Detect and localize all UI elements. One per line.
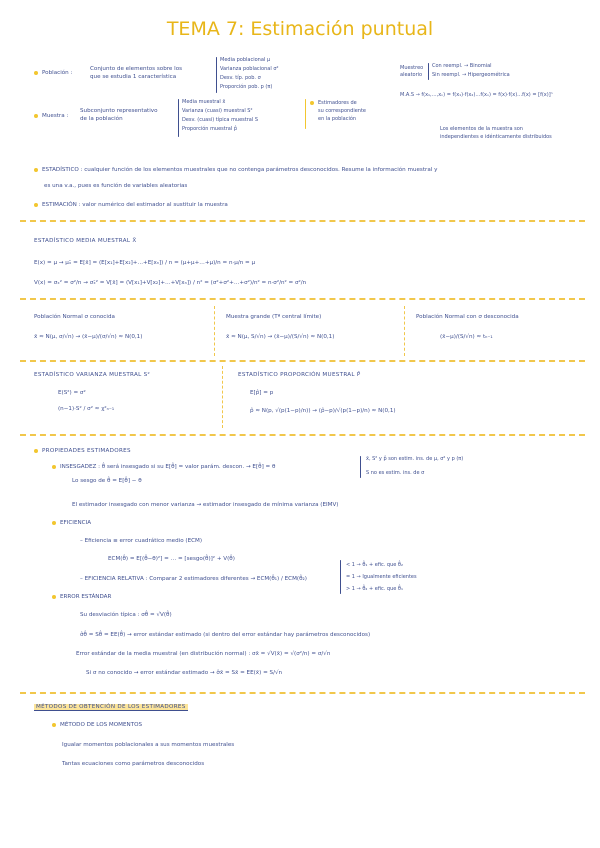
relativa-line: – EFICIENCIA RELATIVA : Comparar 2 estimadores diferentes → ECM(θ̂₁) / ECM(θ̂₂) xyxy=(80,576,307,582)
caso-conocida-formula: x̄ ≈ N(μ, σ/√n) → (x̄−μ)/(σ/√n) ≈ N(0,1) xyxy=(34,334,143,340)
divider xyxy=(214,306,215,356)
muestra-item: Varianza (cuasi) muestral S² xyxy=(182,108,253,114)
error-label: ERROR ESTÁNDAR xyxy=(52,594,111,601)
relativa-brace xyxy=(340,560,341,594)
propiedades-heading: PROPIEDADES ESTIMADORES xyxy=(34,448,131,454)
poblacion-brace xyxy=(216,57,217,93)
relativa-side: = 1 → Igualmente eficientes xyxy=(346,574,417,580)
relativa-side: < 1 → θ̂₁ + efic. que θ̂₂ xyxy=(346,562,403,568)
error-line-2: σ̂θ̂ = Sθ̂ = EE(θ̂) → error estándar estimado (si dentro del error estándar hay parámetros desconocidos) xyxy=(80,632,371,638)
bullet-icon xyxy=(310,101,314,105)
bullet-icon xyxy=(34,449,38,453)
eficiencia-line-2: ECM(θ̂) = E[(θ̂−θ)²] = … = [sesgo(θ̂)]² + V(θ̂) xyxy=(108,556,235,562)
muestreo-nota-2: independientes e idénticamente distribuidos xyxy=(440,134,552,140)
media-v-formula: V(x) = σₓ² = σ²/n → σₓ̄² = V[x̄] = (V[x₁]+V[x₂]+…+V[xₙ]) / n² = (σ²+σ²+…+σ²)/n² = n·σ²/n² = σ²/n xyxy=(34,280,307,286)
caso-grande-title: Muestra grande (Tª central límite) xyxy=(226,314,322,320)
metodos-heading: MÉTODOS DE OBTENCIÓN DE LOS ESTIMADORES xyxy=(36,704,186,710)
insesgadez-line-3: El estimador insesgado con menor varianza → estimador insesgado de mínima varianza (EIMV) xyxy=(72,502,339,508)
insesgadez-line-1: INSESGADEZ : θ̂ será insesgado si su E[θ̂] = valor parám. descon. → E[θ̂] = θ xyxy=(52,464,275,471)
varianza-f2: (n−1)·S² / σ² ≈ χ²ₙ₋₁ xyxy=(58,406,115,412)
varianza-heading: ESTADÍSTICO VARIANZA MUESTRAL S² xyxy=(34,372,151,378)
muestra-brace xyxy=(178,99,179,137)
estimadores-brace xyxy=(305,99,306,129)
media-e-formula: E(x) = μ → μₓ̄ = E[x̄] = (E[x₁]+E[x₂]+…+E[xₙ]) / n = (μ+μ+…+μ)/n = n·μ/n = μ xyxy=(34,260,256,266)
muestreo-mas: M.A.S → f(x₁,…,xₙ) = f(x₁)·f(x₂)…f(xₙ) = f(x)·f(x)…f(x) = [f(x)]ⁿ xyxy=(400,92,553,98)
estimadores-note: Estimadores de xyxy=(310,100,357,106)
caso-conocida-title: Población Normal σ conocida xyxy=(34,314,115,320)
insesgadez-brace xyxy=(360,456,361,478)
page-title: TEMA 7: Estimación puntual xyxy=(166,18,434,40)
proporcion-heading: ESTADÍSTICO PROPORCIÓN MUESTRAL P̂ xyxy=(238,372,361,378)
divider xyxy=(222,366,223,428)
muestreo-nota-1: Los elementos de la muestra son xyxy=(440,126,523,132)
estimadores-note-3: en la población xyxy=(318,116,357,122)
divider xyxy=(20,360,585,362)
eficiencia-line-1: – Eficiencia ≡ error cuadrático medio (ECM) xyxy=(80,538,203,544)
poblacion-def-1: Conjunto de elementos sobre los xyxy=(90,66,183,72)
bullet-icon xyxy=(52,723,56,727)
divider xyxy=(404,306,405,356)
proporcion-f1: E[p̂] = p xyxy=(250,390,274,396)
error-line-3: Error estándar de la media muestral (en distribución normal) : σx̄ = √V(x̄) = √(σ²/n) = σ/√n xyxy=(76,651,331,657)
relativa-side: > 1 → θ̂₂ + efic. que θ̂₁ xyxy=(346,586,403,592)
muestra-label: Muestra : xyxy=(34,113,68,120)
divider xyxy=(20,220,585,222)
muestreo-con: Con reempl. → Binomial xyxy=(432,63,492,69)
momentos-line-2: Tantas ecuaciones como parámetros desconocidos xyxy=(62,761,205,767)
bullet-icon xyxy=(52,595,56,599)
muestreo-label-2: aleatorio xyxy=(400,72,423,78)
poblacion-item: Media poblacional μ xyxy=(220,57,271,63)
poblacion-def-2: que se estudia 1 característica xyxy=(90,74,177,80)
proporcion-f2: p̂ ≈ N(p, √(p(1−p)/n)) → (p̂−p)/√(p(1−p)/n) ≈ N(0,1) xyxy=(250,408,396,414)
bullet-icon xyxy=(34,168,38,172)
caso-desconocida-title: Población Normal con σ desconocida xyxy=(416,314,519,320)
poblacion-item: Desv. típ. pob. σ xyxy=(220,75,261,81)
error-line-4: Si σ no conocido → error estándar estimado → σ̂x̄ = Sx̄ = EE(x̄) = S/√n xyxy=(86,670,283,676)
media-muestral-heading: ESTADÍSTICO MEDIA MUESTRAL X̄ xyxy=(34,238,137,244)
bullet-icon xyxy=(34,71,38,75)
insesgadez-side-1: x̄, S² y p̂ son estim. ins. de μ, σ² y p (π) xyxy=(366,456,464,462)
muestra-item: Proporción muestral p̂ xyxy=(182,126,238,132)
muestreo-label-1: Muestreo xyxy=(400,65,424,71)
bullet-icon xyxy=(34,203,38,207)
momentos-line-1: Igualar momentos poblacionales a sus momentos muestrales xyxy=(62,742,235,748)
estimadores-note-2: su correspondiente xyxy=(318,108,367,114)
poblacion-label: Población : xyxy=(34,70,72,77)
caso-desconocida-formula: (x̄−μ)/(S/√n) ≈ tₙ₋₁ xyxy=(440,334,493,340)
insesgadez-side-2: S no es estim. ins. de σ xyxy=(366,470,425,476)
varianza-f1: E(S²) = σ² xyxy=(58,390,86,396)
bullet-icon xyxy=(52,521,56,525)
divider xyxy=(20,298,585,300)
poblacion-item: Proporción pob. p (π) xyxy=(220,84,273,90)
estimacion-line: ESTIMACIÓN : valor numérico del estimador al sustituir la muestra xyxy=(34,202,228,209)
bullet-icon xyxy=(52,465,56,469)
momentos-label: MÉTODO DE LOS MOMENTOS xyxy=(52,722,142,729)
insesgadez-line-2: Lo sesgo de θ̂ = E[θ̂] − θ xyxy=(72,478,142,484)
muestra-item: Media muestral x̄ xyxy=(182,99,226,105)
estadistico-line-1: ESTADÍSTICO : cualquier función de los elementos muestrales que no contenga parámetros desconocidos. Resume la información muestral y xyxy=(34,167,437,174)
divider xyxy=(20,434,585,436)
muestra-def-1: Subconjunto representativo xyxy=(80,108,158,114)
poblacion-item: Varianza poblacional σ² xyxy=(220,66,279,72)
eficiencia-label: EFICIENCIA xyxy=(52,520,91,527)
divider xyxy=(20,692,585,694)
bullet-icon xyxy=(34,114,38,118)
caso-grande-formula: x̄ ≈ N(μ, S/√n) → (x̄−μ)/(S/√n) ≈ N(0,1) xyxy=(226,334,335,340)
muestra-item: Desv. (cuasi) típica muestral S xyxy=(182,117,259,123)
estadistico-line-2: es una v.a., pues es función de variables aleatorias xyxy=(44,183,188,189)
error-line-1: Su desviación típica : σθ̂ = √V(θ̂) xyxy=(80,612,172,618)
muestra-def-2: de la población xyxy=(80,116,123,122)
muestreo-brace xyxy=(428,63,429,80)
muestreo-sin: Sin reempl. → Hipergeométrica xyxy=(432,72,510,78)
